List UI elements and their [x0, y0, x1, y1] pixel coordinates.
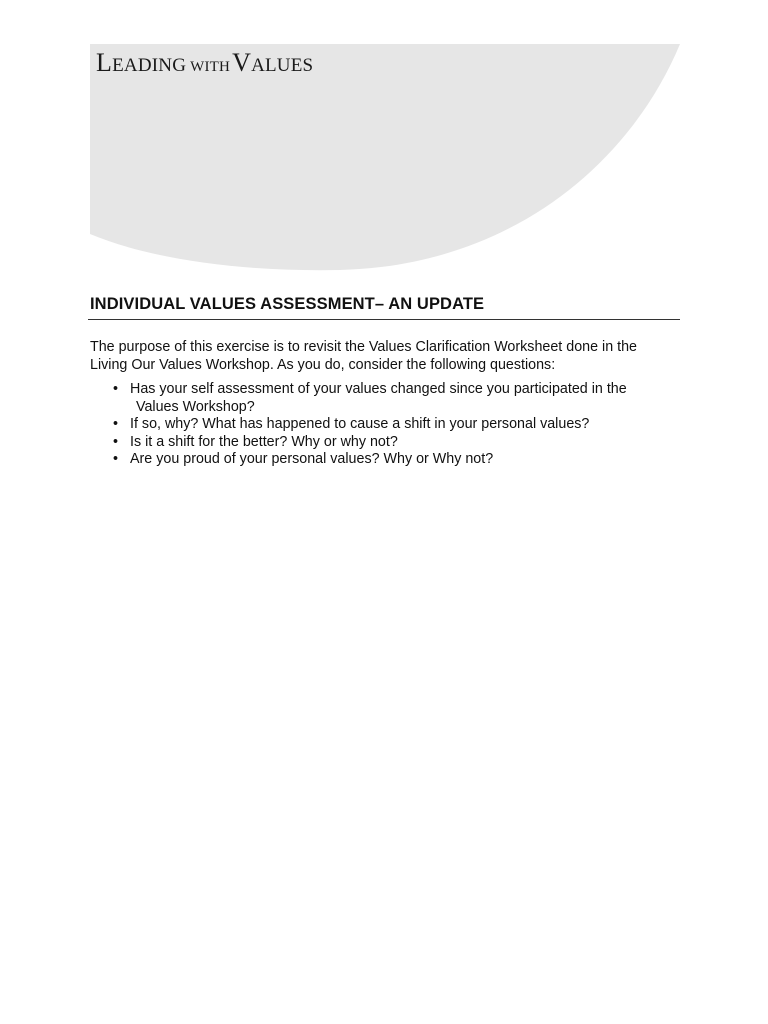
logo-leading-initial: L — [96, 48, 113, 77]
list-item — [112, 381, 692, 416]
section-title: INDIVIDUAL VALUES ASSESSMENT– AN UPDATE — [90, 295, 485, 313]
list-item — [112, 434, 692, 452]
bullet-marker: • — [113, 451, 119, 467]
list-item — [112, 451, 692, 469]
intro-line-2: Living Our Values Workshop. As you do, consider the following questions: — [90, 356, 556, 373]
logo-values-initial: V — [232, 48, 252, 77]
title-divider — [88, 319, 680, 320]
leading-with-values-logo — [96, 50, 313, 76]
bullet-marker: • — [113, 416, 119, 432]
intro-paragraph — [90, 339, 690, 374]
logo-with: WITH — [190, 59, 231, 75]
logo-values-rest: ALUES — [251, 55, 314, 76]
bullet-marker: • — [113, 381, 119, 397]
header-swoosh-shape — [90, 44, 680, 274]
list-item — [112, 416, 692, 434]
question-text: If so, why? What has happened to cause a shift in your personal values? — [130, 416, 590, 432]
question-list — [112, 381, 692, 469]
question-text: Has your self assessment of your values changed since you participated in the — [130, 381, 627, 397]
logo-leading-rest: EADING — [112, 55, 187, 76]
intro-line-1: The purpose of this exercise is to revisit the Values Clarification Worksheet done in the — [90, 339, 637, 355]
bullet-marker: • — [113, 433, 119, 450]
question-text-continued: Values Workshop? — [136, 398, 255, 415]
question-text: Are you proud of your personal values? Why or Why not? — [130, 451, 494, 467]
question-text: Is it a shift for the better? Why or why not? — [130, 433, 398, 450]
header-graphic — [90, 44, 680, 274]
